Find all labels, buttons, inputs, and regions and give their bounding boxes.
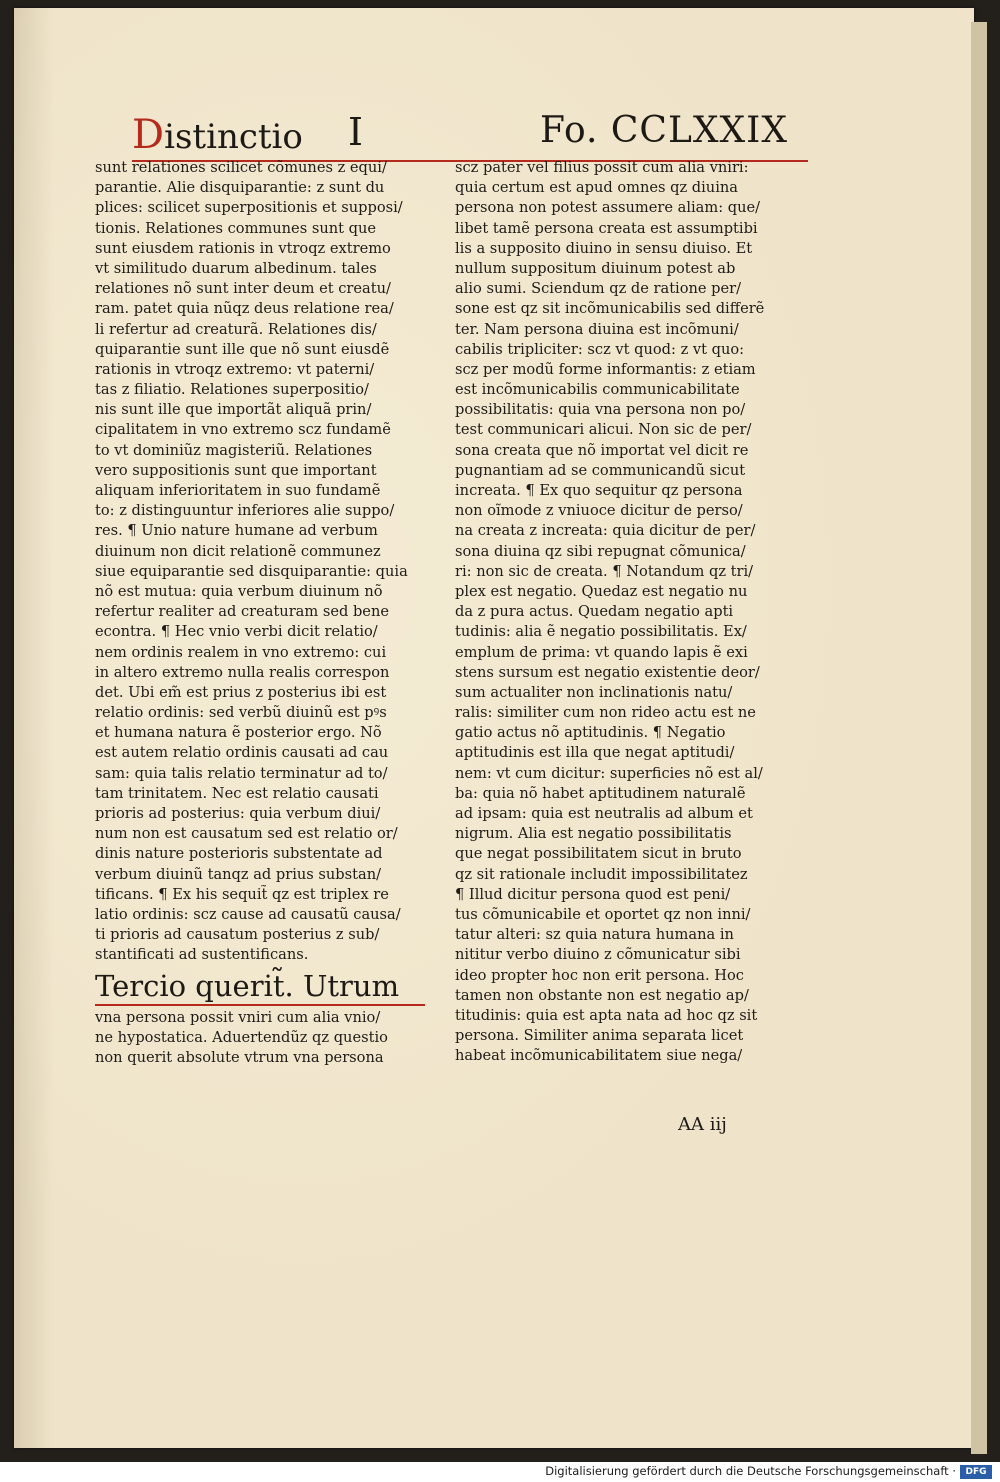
text-line: ad ipsam: quia est neutralis ad album et xyxy=(455,805,753,822)
text-line: in altero extremo nulla realis correspon xyxy=(95,663,390,681)
text-line: libet tamẽ persona creata est assumptibi xyxy=(455,219,758,237)
text-line: to vt dominiũz magisteriũ. Relationes xyxy=(95,441,373,459)
text-line: relatio ordinis: sed verbũ diuinũ est pꝰs xyxy=(95,704,387,722)
right-column xyxy=(455,158,800,1066)
text-line: lis a supposito diuino in sensu diuiso. Et xyxy=(455,239,753,257)
text-line: increata. ¶ Ex quo sequitur qz persona xyxy=(455,482,743,499)
left-column xyxy=(95,158,441,1068)
left-column-text-continued xyxy=(95,1008,441,1069)
text-line: nititur verbo diuino z cõmunicatur sibi xyxy=(455,946,741,964)
text-line: dinis nature posterioris substentate ad xyxy=(95,845,383,863)
digitization-footer xyxy=(0,1462,1000,1482)
text-line: ti prioris ad causatum posterius z sub/ xyxy=(95,926,380,944)
text-line: nullum suppositum diuinum potest ab xyxy=(455,259,736,277)
text-line: diuinum non dicit relationẽ communez xyxy=(95,542,381,560)
text-line: siue equiparantie sed disquiparantie: quia xyxy=(95,562,408,580)
text-line: stantificati ad sustentificans. xyxy=(95,946,309,964)
text-line: titudinis: quia est apta nata ad hoc qz sit xyxy=(455,1006,758,1024)
text-line: nem: vt cum dicitur: superficies nõ est al/ xyxy=(455,764,763,782)
text-line: tamen non obstante non est negatio ap/ xyxy=(455,986,749,1004)
text-line: habeat incõmunicabilitatem siue nega/ xyxy=(455,1047,743,1065)
text-line: latio ordinis: scz cause ad causatũ causa/ xyxy=(95,905,401,923)
text-line: rationis in vtroqz extremo: vt paterni/ xyxy=(95,360,375,378)
text-line: cabilis tripliciter: scz vt quod: z vt quo: xyxy=(455,340,745,358)
text-line: persona. Similiter anima separata licet xyxy=(455,1027,744,1045)
running-head xyxy=(120,100,810,156)
text-line: plices: scilicet superpositionis et supposi/ xyxy=(95,199,403,217)
text-line: tatur alteri: sz quia natura humana in xyxy=(455,926,734,944)
text-line: stens sursum est negatio existentie deor/ xyxy=(455,663,760,681)
text-line: da z pura actus. Quedam negatio apti xyxy=(455,603,734,621)
text-line: sunt eiusdem rationis in vtroqz extremo xyxy=(95,239,391,257)
text-line: cipalitatem in vno extremo scz fundamẽ xyxy=(95,421,391,439)
text-line: num non est causatum sed est relatio or/ xyxy=(95,825,398,843)
distinctio-label: Distinctio xyxy=(132,112,303,158)
text-line: que negat possibilitatem sicut in bruto xyxy=(455,845,742,863)
text-line: scz per modũ forme informantis: z etiam xyxy=(455,360,756,378)
text-line: emplum de prima: vt quando lapis ẽ exi xyxy=(455,643,748,661)
text-line: prioris ad posterius: quia verbum diui/ xyxy=(95,805,381,822)
folio-number: Fo. CCLXXIX xyxy=(539,110,788,151)
funding-credit: Digitalisierung gefördert durch die Deutsche Forschungsgemeinschaft · xyxy=(545,1464,956,1478)
text-line: vero suppositionis sunt que important xyxy=(95,461,377,479)
text-line: pugnantiam ad se communicandũ sicut xyxy=(455,461,746,479)
text-line: econtra. ¶ Hec vnio verbi dicit relatio/ xyxy=(95,623,378,641)
text-line: non querit absolute vtrum vna persona xyxy=(95,1048,384,1066)
text-line: qz sit rationale includit impossibilitatez xyxy=(455,865,748,883)
text-line: sona creata que nõ importat vel dicit re xyxy=(455,441,749,459)
text-line: nigrum. Alia est negatio possibilitatis xyxy=(455,825,732,843)
text-line: est incõmunicabilis communicabilitate xyxy=(455,381,740,399)
text-line: scz pater vel filius possit cum alia vniri: xyxy=(455,159,749,176)
text-line: nõ est mutua: quia verbum diuinum nõ xyxy=(95,582,383,600)
dfg-logo: DFG xyxy=(960,1465,992,1479)
text-line: non oĩmode z vniuoce dicitur de perso/ xyxy=(455,502,743,520)
text-line: gatio actus nõ aptitudinis. ¶ Negatio xyxy=(455,724,726,742)
text-line: alio sumi. Sciendum qz de ratione per/ xyxy=(455,280,742,298)
text-line: nem ordinis realem in vno extremo: cui xyxy=(95,643,387,661)
text-line: li refertur ad creaturã. Relationes dis/ xyxy=(95,320,377,338)
section-heading: Tercio querit̃. Utrum xyxy=(95,968,400,1003)
text-line: est autem relatio ordinis causati ad cau xyxy=(95,744,389,762)
text-line: ralis: similiter cum non rideo actu est ne xyxy=(455,704,756,722)
text-line: sum actualiter non inclinationis natu/ xyxy=(455,683,733,701)
text-line: tionis. Relationes communes sunt que xyxy=(95,219,376,237)
text-line: relationes nõ sunt inter deum et creatu/ xyxy=(95,280,391,298)
text-line: ba: quia nõ habet aptitudinem naturalẽ xyxy=(455,784,746,802)
text-line: vt similitudo duarum albedinum. tales xyxy=(95,259,377,277)
text-line: aptitudinis est illa que negat aptitudi/ xyxy=(455,744,735,762)
text-line: test communicari alicui. Non sic de per/ xyxy=(455,421,752,439)
text-line: tam trinitatem. Nec est relatio causati xyxy=(95,784,379,802)
text-line: to: z distinguuntur inferiores alie suppo/ xyxy=(95,502,395,520)
heading-rule xyxy=(95,1004,425,1006)
text-line: tudinis: alia ẽ negatio possibilitatis. Ex/ xyxy=(455,623,747,641)
text-line: tus cõmunicabile et oportet qz non inni/ xyxy=(455,905,751,923)
text-line: ¶ Illud dicitur persona quod est peni/ xyxy=(455,885,731,903)
text-line: ter. Nam persona diuina est incõmuni/ xyxy=(455,320,739,338)
text-line: vna persona possit vniri cum alia vnio/ xyxy=(95,1008,381,1026)
text-line: sone est qz sit incõmunicabilis sed differẽ xyxy=(455,300,765,318)
left-column-text xyxy=(95,158,441,966)
signature-mark: AA iij xyxy=(678,1114,727,1135)
text-line: ideo propter hoc non erit persona. Hoc xyxy=(455,966,744,984)
text-line: det. Ubi em̃ est prius z posterius ibi est xyxy=(95,683,387,701)
rubric-initial: D xyxy=(132,112,165,158)
text-line: ri: non sic de creata. ¶ Notandum qz tri/ xyxy=(455,562,754,580)
text-line: aliquam inferioritatem in suo fundamẽ xyxy=(95,482,381,499)
text-line: tas z filiatio. Relationes superpositio/ xyxy=(95,381,369,399)
text-line: res. ¶ Unio nature humane ad verbum xyxy=(95,522,378,540)
text-line: sunt relationes scilicet cõmunes z equi/ xyxy=(95,159,387,176)
text-line: nis sunt ille que importãt aliquã prin/ xyxy=(95,401,372,419)
page-edge xyxy=(971,22,987,1454)
text-line: ram. patet quia nũqz deus relatione rea/ xyxy=(95,300,394,318)
text-line: refertur realiter ad creaturam sed bene xyxy=(95,603,389,621)
text-line: na creata z increata: quia dicitur de per/ xyxy=(455,522,756,540)
text-line: quia certum est apud omnes qz diuina xyxy=(455,179,738,197)
text-line: verbum diuinũ tanqz ad prius substan/ xyxy=(95,865,382,883)
right-column-text xyxy=(455,158,800,1066)
text-line: sona diuina qz sibi repugnat cõmunica/ xyxy=(455,542,746,560)
text-line: plex est negatio. Quedaz est negatio nu xyxy=(455,582,748,600)
text-line: possibilitatis: quia vna persona non po/ xyxy=(455,401,746,419)
text-line: ne hypostatica. Aduertendũz qz questio xyxy=(95,1028,388,1046)
text-line: sam: quia talis relatio terminatur ad to/ xyxy=(95,764,388,782)
text-line: parantie. Alie disquiparantie: z sunt du xyxy=(95,179,385,197)
text-line: quiparantie sunt ille que nõ sunt eiusdẽ xyxy=(95,340,390,358)
text-line: tificans. ¶ Ex his sequit̃ qz est triplex re xyxy=(95,885,389,903)
text-line: persona non potest assumere aliam: que/ xyxy=(455,199,761,217)
text-line: et humana natura ẽ posterior ergo. Nõ xyxy=(95,724,382,742)
distinctio-number: I xyxy=(348,110,364,154)
